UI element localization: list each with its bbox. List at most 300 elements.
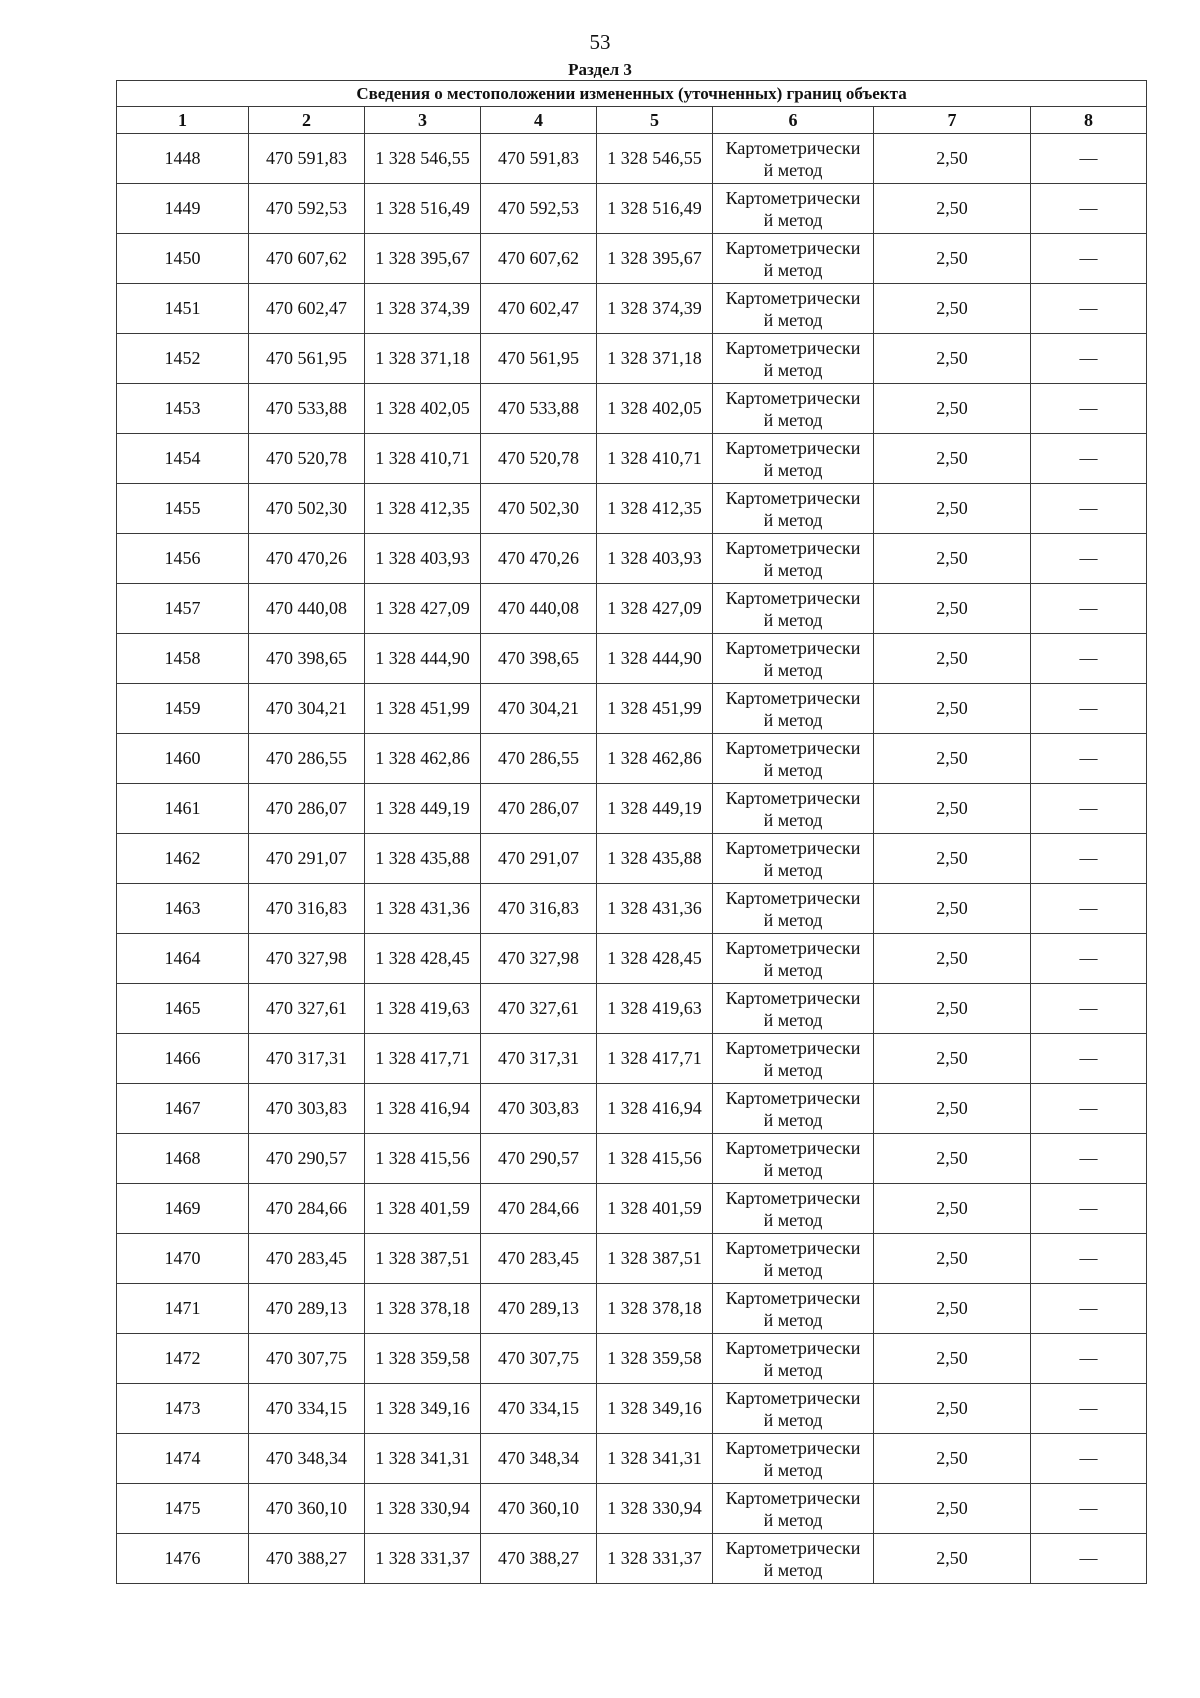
y-new-cell: 1 328 401,59 bbox=[597, 1184, 713, 1234]
x-new-cell: 470 591,83 bbox=[481, 134, 597, 184]
y-new-cell: 1 328 516,49 bbox=[597, 184, 713, 234]
method-line-1: Картометрически bbox=[725, 887, 861, 908]
method-line-1: Картометрически bbox=[725, 737, 861, 758]
y-old-cell: 1 328 451,99 bbox=[365, 684, 481, 734]
x-new-cell: 470 348,34 bbox=[481, 1434, 597, 1484]
table-row bbox=[117, 484, 1147, 534]
x-old-cell: 470 303,83 bbox=[249, 1084, 365, 1134]
accuracy-cell: 2,50 bbox=[874, 684, 1031, 734]
method-line-2: й метод bbox=[763, 1509, 823, 1530]
accuracy-cell: 2,50 bbox=[874, 784, 1031, 834]
method-cell bbox=[713, 484, 874, 534]
method-line-2: й метод bbox=[763, 1359, 823, 1380]
accuracy-cell: 2,50 bbox=[874, 1334, 1031, 1384]
method-line-2: й метод bbox=[763, 959, 823, 980]
y-new-cell: 1 328 395,67 bbox=[597, 234, 713, 284]
method-cell bbox=[713, 1384, 874, 1434]
y-new-cell: 1 328 402,05 bbox=[597, 384, 713, 434]
column-number-row bbox=[117, 107, 1147, 134]
description-cell: — bbox=[1031, 684, 1147, 734]
method-line-1: Картометрически bbox=[725, 1487, 861, 1508]
x-new-cell: 470 317,31 bbox=[481, 1034, 597, 1084]
method-line-2: й метод bbox=[763, 159, 823, 180]
method-line-1: Картометрически bbox=[725, 1437, 861, 1458]
x-old-cell: 470 327,61 bbox=[249, 984, 365, 1034]
description-cell: — bbox=[1031, 884, 1147, 934]
method-line-2: й метод bbox=[763, 359, 823, 380]
method-line-1: Картометрически bbox=[725, 1387, 861, 1408]
method-cell bbox=[713, 784, 874, 834]
method-line-2: й метод bbox=[763, 809, 823, 830]
method-line-2: й метод bbox=[763, 559, 823, 580]
x-old-cell: 470 602,47 bbox=[249, 284, 365, 334]
x-new-cell: 470 303,83 bbox=[481, 1084, 597, 1134]
x-old-cell: 470 470,26 bbox=[249, 534, 365, 584]
x-new-cell: 470 286,07 bbox=[481, 784, 597, 834]
accuracy-cell: 2,50 bbox=[874, 484, 1031, 534]
y-new-cell: 1 328 330,94 bbox=[597, 1484, 713, 1534]
description-cell: — bbox=[1031, 1284, 1147, 1334]
y-old-cell: 1 328 410,71 bbox=[365, 434, 481, 484]
x-old-cell: 470 360,10 bbox=[249, 1484, 365, 1534]
point-number-cell: 1476 bbox=[117, 1534, 249, 1584]
method-cell bbox=[713, 284, 874, 334]
x-old-cell: 470 592,53 bbox=[249, 184, 365, 234]
point-number-cell: 1475 bbox=[117, 1484, 249, 1534]
y-old-cell: 1 328 444,90 bbox=[365, 634, 481, 684]
table-row bbox=[117, 1434, 1147, 1484]
table-row bbox=[117, 584, 1147, 634]
accuracy-cell: 2,50 bbox=[874, 1184, 1031, 1234]
y-new-cell: 1 328 449,19 bbox=[597, 784, 713, 834]
point-number-cell: 1471 bbox=[117, 1284, 249, 1334]
accuracy-cell: 2,50 bbox=[874, 634, 1031, 684]
y-old-cell: 1 328 449,19 bbox=[365, 784, 481, 834]
y-new-cell: 1 328 428,45 bbox=[597, 934, 713, 984]
x-old-cell: 470 286,07 bbox=[249, 784, 365, 834]
x-old-cell: 470 284,66 bbox=[249, 1184, 365, 1234]
column-number: 2 bbox=[249, 107, 365, 134]
accuracy-cell: 2,50 bbox=[874, 384, 1031, 434]
y-new-cell: 1 328 410,71 bbox=[597, 434, 713, 484]
y-new-cell: 1 328 374,39 bbox=[597, 284, 713, 334]
y-old-cell: 1 328 516,49 bbox=[365, 184, 481, 234]
point-number-cell: 1455 bbox=[117, 484, 249, 534]
method-cell bbox=[713, 584, 874, 634]
method-cell bbox=[713, 384, 874, 434]
table-row bbox=[117, 184, 1147, 234]
table-row bbox=[117, 1034, 1147, 1084]
method-cell bbox=[713, 1534, 874, 1584]
x-new-cell: 470 289,13 bbox=[481, 1284, 597, 1334]
y-new-cell: 1 328 387,51 bbox=[597, 1234, 713, 1284]
table-body bbox=[117, 134, 1147, 1584]
description-cell: — bbox=[1031, 1484, 1147, 1534]
point-number-cell: 1456 bbox=[117, 534, 249, 584]
x-new-cell: 470 334,15 bbox=[481, 1384, 597, 1434]
method-line-1: Картометрически bbox=[725, 687, 861, 708]
y-new-cell: 1 328 546,55 bbox=[597, 134, 713, 184]
point-number-cell: 1468 bbox=[117, 1134, 249, 1184]
y-old-cell: 1 328 330,94 bbox=[365, 1484, 481, 1534]
x-old-cell: 470 289,13 bbox=[249, 1284, 365, 1334]
method-line-2: й метод bbox=[763, 1159, 823, 1180]
table-row bbox=[117, 234, 1147, 284]
x-new-cell: 470 470,26 bbox=[481, 534, 597, 584]
column-number: 6 bbox=[713, 107, 874, 134]
y-new-cell: 1 328 451,99 bbox=[597, 684, 713, 734]
accuracy-cell: 2,50 bbox=[874, 284, 1031, 334]
accuracy-cell: 2,50 bbox=[874, 184, 1031, 234]
y-new-cell: 1 328 431,36 bbox=[597, 884, 713, 934]
table-row bbox=[117, 1184, 1147, 1234]
x-old-cell: 470 283,45 bbox=[249, 1234, 365, 1284]
method-cell bbox=[713, 1084, 874, 1134]
y-new-cell: 1 328 359,58 bbox=[597, 1334, 713, 1384]
x-new-cell: 470 440,08 bbox=[481, 584, 597, 634]
point-number-cell: 1465 bbox=[117, 984, 249, 1034]
x-new-cell: 470 360,10 bbox=[481, 1484, 597, 1534]
method-line-2: й метод bbox=[763, 1559, 823, 1580]
table-row bbox=[117, 1484, 1147, 1534]
description-cell: — bbox=[1031, 1434, 1147, 1484]
method-line-2: й метод bbox=[763, 1459, 823, 1480]
method-line-1: Картометрически bbox=[725, 637, 861, 658]
y-new-cell: 1 328 412,35 bbox=[597, 484, 713, 534]
description-cell: — bbox=[1031, 534, 1147, 584]
description-cell: — bbox=[1031, 434, 1147, 484]
method-line-2: й метод bbox=[763, 309, 823, 330]
x-new-cell: 470 291,07 bbox=[481, 834, 597, 884]
x-new-cell: 470 283,45 bbox=[481, 1234, 597, 1284]
x-new-cell: 470 607,62 bbox=[481, 234, 597, 284]
accuracy-cell: 2,50 bbox=[874, 434, 1031, 484]
method-line-2: й метод bbox=[763, 459, 823, 480]
y-old-cell: 1 328 387,51 bbox=[365, 1234, 481, 1284]
description-cell: — bbox=[1031, 784, 1147, 834]
description-cell: — bbox=[1031, 134, 1147, 184]
accuracy-cell: 2,50 bbox=[874, 1234, 1031, 1284]
x-old-cell: 470 334,15 bbox=[249, 1384, 365, 1434]
description-cell: — bbox=[1031, 1134, 1147, 1184]
y-new-cell: 1 328 403,93 bbox=[597, 534, 713, 584]
y-new-cell: 1 328 444,90 bbox=[597, 634, 713, 684]
column-number: 3 bbox=[365, 107, 481, 134]
method-line-1: Картометрически bbox=[725, 837, 861, 858]
method-cell bbox=[713, 334, 874, 384]
method-line-2: й метод bbox=[763, 1309, 823, 1330]
method-cell bbox=[713, 934, 874, 984]
column-number: 7 bbox=[874, 107, 1031, 134]
point-number-cell: 1472 bbox=[117, 1334, 249, 1384]
description-cell: — bbox=[1031, 634, 1147, 684]
method-line-1: Картометрически bbox=[725, 237, 861, 258]
method-line-1: Картометрически bbox=[725, 187, 861, 208]
y-old-cell: 1 328 417,71 bbox=[365, 1034, 481, 1084]
table-row bbox=[117, 1284, 1147, 1334]
table-row bbox=[117, 1334, 1147, 1384]
method-cell bbox=[713, 1434, 874, 1484]
x-new-cell: 470 388,27 bbox=[481, 1534, 597, 1584]
accuracy-cell: 2,50 bbox=[874, 1084, 1031, 1134]
y-old-cell: 1 328 403,93 bbox=[365, 534, 481, 584]
method-line-1: Картометрически bbox=[725, 387, 861, 408]
method-line-2: й метод bbox=[763, 1009, 823, 1030]
method-line-1: Картометрически bbox=[725, 287, 861, 308]
x-old-cell: 470 286,55 bbox=[249, 734, 365, 784]
x-new-cell: 470 284,66 bbox=[481, 1184, 597, 1234]
y-old-cell: 1 328 412,35 bbox=[365, 484, 481, 534]
x-new-cell: 470 327,61 bbox=[481, 984, 597, 1034]
method-cell bbox=[713, 1134, 874, 1184]
description-cell: — bbox=[1031, 934, 1147, 984]
point-number-cell: 1469 bbox=[117, 1184, 249, 1234]
method-cell bbox=[713, 984, 874, 1034]
method-cell bbox=[713, 1334, 874, 1384]
method-cell bbox=[713, 1234, 874, 1284]
method-line-1: Картометрически bbox=[725, 1087, 861, 1108]
x-new-cell: 470 307,75 bbox=[481, 1334, 597, 1384]
accuracy-cell: 2,50 bbox=[874, 1034, 1031, 1084]
x-new-cell: 470 561,95 bbox=[481, 334, 597, 384]
method-line-1: Картометрически bbox=[725, 337, 861, 358]
y-new-cell: 1 328 371,18 bbox=[597, 334, 713, 384]
x-old-cell: 470 316,83 bbox=[249, 884, 365, 934]
description-cell: — bbox=[1031, 1084, 1147, 1134]
accuracy-cell: 2,50 bbox=[874, 1134, 1031, 1184]
point-number-cell: 1454 bbox=[117, 434, 249, 484]
x-old-cell: 470 607,62 bbox=[249, 234, 365, 284]
table-row bbox=[117, 684, 1147, 734]
x-old-cell: 470 317,31 bbox=[249, 1034, 365, 1084]
table-row bbox=[117, 1534, 1147, 1584]
table-row bbox=[117, 1084, 1147, 1134]
table-row bbox=[117, 784, 1147, 834]
method-cell bbox=[713, 434, 874, 484]
method-line-2: й метод bbox=[763, 509, 823, 530]
x-old-cell: 470 561,95 bbox=[249, 334, 365, 384]
method-cell bbox=[713, 834, 874, 884]
y-old-cell: 1 328 349,16 bbox=[365, 1384, 481, 1434]
method-line-1: Картометрически bbox=[725, 537, 861, 558]
x-old-cell: 470 304,21 bbox=[249, 684, 365, 734]
y-old-cell: 1 328 331,37 bbox=[365, 1534, 481, 1584]
x-old-cell: 470 502,30 bbox=[249, 484, 365, 534]
description-cell: — bbox=[1031, 834, 1147, 884]
method-line-2: й метод bbox=[763, 909, 823, 930]
x-new-cell: 470 533,88 bbox=[481, 384, 597, 434]
method-line-1: Картометрически bbox=[725, 1337, 861, 1358]
table-row bbox=[117, 1234, 1147, 1284]
accuracy-cell: 2,50 bbox=[874, 1284, 1031, 1334]
method-line-2: й метод bbox=[763, 859, 823, 880]
point-number-cell: 1466 bbox=[117, 1034, 249, 1084]
method-line-2: й метод bbox=[763, 1259, 823, 1280]
y-new-cell: 1 328 349,16 bbox=[597, 1384, 713, 1434]
table-caption: Сведения о местоположении измененных (уточненных) границ объекта bbox=[117, 81, 1147, 107]
method-cell bbox=[713, 1284, 874, 1334]
method-line-1: Картометрически bbox=[725, 1137, 861, 1158]
description-cell: — bbox=[1031, 234, 1147, 284]
method-cell bbox=[713, 1484, 874, 1534]
y-old-cell: 1 328 435,88 bbox=[365, 834, 481, 884]
point-number-cell: 1474 bbox=[117, 1434, 249, 1484]
y-old-cell: 1 328 431,36 bbox=[365, 884, 481, 934]
point-number-cell: 1448 bbox=[117, 134, 249, 184]
y-old-cell: 1 328 428,45 bbox=[365, 934, 481, 984]
method-cell bbox=[713, 684, 874, 734]
x-old-cell: 470 533,88 bbox=[249, 384, 365, 434]
table-row bbox=[117, 734, 1147, 784]
method-cell bbox=[713, 884, 874, 934]
method-cell bbox=[713, 1034, 874, 1084]
x-old-cell: 470 307,75 bbox=[249, 1334, 365, 1384]
y-new-cell: 1 328 462,86 bbox=[597, 734, 713, 784]
column-number: 5 bbox=[597, 107, 713, 134]
accuracy-cell: 2,50 bbox=[874, 334, 1031, 384]
x-old-cell: 470 398,65 bbox=[249, 634, 365, 684]
x-old-cell: 470 388,27 bbox=[249, 1534, 365, 1584]
column-number: 8 bbox=[1031, 107, 1147, 134]
point-number-cell: 1464 bbox=[117, 934, 249, 984]
x-old-cell: 470 291,07 bbox=[249, 834, 365, 884]
y-old-cell: 1 328 402,05 bbox=[365, 384, 481, 434]
y-old-cell: 1 328 427,09 bbox=[365, 584, 481, 634]
point-number-cell: 1460 bbox=[117, 734, 249, 784]
point-number-cell: 1462 bbox=[117, 834, 249, 884]
point-number-cell: 1459 bbox=[117, 684, 249, 734]
y-new-cell: 1 328 417,71 bbox=[597, 1034, 713, 1084]
method-line-1: Картометрически bbox=[725, 1187, 861, 1208]
method-cell bbox=[713, 134, 874, 184]
table-row bbox=[117, 284, 1147, 334]
table-row bbox=[117, 984, 1147, 1034]
description-cell: — bbox=[1031, 184, 1147, 234]
accuracy-cell: 2,50 bbox=[874, 984, 1031, 1034]
x-new-cell: 470 304,21 bbox=[481, 684, 597, 734]
y-old-cell: 1 328 419,63 bbox=[365, 984, 481, 1034]
page-number: 53 bbox=[589, 30, 611, 54]
method-line-1: Картометрически bbox=[725, 1037, 861, 1058]
description-cell: — bbox=[1031, 734, 1147, 784]
point-number-cell: 1457 bbox=[117, 584, 249, 634]
x-old-cell: 470 591,83 bbox=[249, 134, 365, 184]
method-line-2: й метод bbox=[763, 259, 823, 280]
x-new-cell: 470 602,47 bbox=[481, 284, 597, 334]
accuracy-cell: 2,50 bbox=[874, 834, 1031, 884]
method-cell bbox=[713, 234, 874, 284]
method-line-2: й метод bbox=[763, 209, 823, 230]
method-line-2: й метод bbox=[763, 1409, 823, 1430]
y-old-cell: 1 328 378,18 bbox=[365, 1284, 481, 1334]
method-line-1: Картометрически bbox=[725, 937, 861, 958]
point-number-cell: 1452 bbox=[117, 334, 249, 384]
method-cell bbox=[713, 534, 874, 584]
y-old-cell: 1 328 416,94 bbox=[365, 1084, 481, 1134]
y-old-cell: 1 328 374,39 bbox=[365, 284, 481, 334]
description-cell: — bbox=[1031, 484, 1147, 534]
section-title: Раздел 3 bbox=[568, 60, 632, 79]
x-old-cell: 470 520,78 bbox=[249, 434, 365, 484]
accuracy-cell: 2,50 bbox=[874, 584, 1031, 634]
y-new-cell: 1 328 415,56 bbox=[597, 1134, 713, 1184]
method-line-2: й метод bbox=[763, 1109, 823, 1130]
description-cell: — bbox=[1031, 384, 1147, 434]
table-row bbox=[117, 1384, 1147, 1434]
method-cell bbox=[713, 634, 874, 684]
y-old-cell: 1 328 546,55 bbox=[365, 134, 481, 184]
point-number-cell: 1450 bbox=[117, 234, 249, 284]
column-number: 4 bbox=[481, 107, 597, 134]
description-cell: — bbox=[1031, 1034, 1147, 1084]
method-line-1: Картометрически bbox=[725, 987, 861, 1008]
method-line-2: й метод bbox=[763, 709, 823, 730]
description-cell: — bbox=[1031, 584, 1147, 634]
method-line-1: Картометрически bbox=[725, 487, 861, 508]
y-new-cell: 1 328 378,18 bbox=[597, 1284, 713, 1334]
point-number-cell: 1458 bbox=[117, 634, 249, 684]
accuracy-cell: 2,50 bbox=[874, 1534, 1031, 1584]
table-row bbox=[117, 1134, 1147, 1184]
table-row bbox=[117, 884, 1147, 934]
y-old-cell: 1 328 395,67 bbox=[365, 234, 481, 284]
method-line-2: й метод bbox=[763, 609, 823, 630]
accuracy-cell: 2,50 bbox=[874, 734, 1031, 784]
y-old-cell: 1 328 359,58 bbox=[365, 1334, 481, 1384]
method-line-1: Картометрически bbox=[725, 1537, 861, 1558]
x-new-cell: 470 398,65 bbox=[481, 634, 597, 684]
accuracy-cell: 2,50 bbox=[874, 1384, 1031, 1434]
y-old-cell: 1 328 341,31 bbox=[365, 1434, 481, 1484]
column-number: 1 bbox=[117, 107, 249, 134]
method-line-2: й метод bbox=[763, 409, 823, 430]
method-line-2: й метод bbox=[763, 759, 823, 780]
y-new-cell: 1 328 416,94 bbox=[597, 1084, 713, 1134]
table-row bbox=[117, 134, 1147, 184]
x-old-cell: 470 290,57 bbox=[249, 1134, 365, 1184]
y-new-cell: 1 328 419,63 bbox=[597, 984, 713, 1034]
description-cell: — bbox=[1031, 284, 1147, 334]
x-new-cell: 470 290,57 bbox=[481, 1134, 597, 1184]
x-new-cell: 470 520,78 bbox=[481, 434, 597, 484]
accuracy-cell: 2,50 bbox=[874, 534, 1031, 584]
x-new-cell: 470 327,98 bbox=[481, 934, 597, 984]
method-cell bbox=[713, 184, 874, 234]
x-old-cell: 470 440,08 bbox=[249, 584, 365, 634]
boundary-coordinates-table bbox=[116, 80, 1147, 1584]
y-new-cell: 1 328 435,88 bbox=[597, 834, 713, 884]
method-line-2: й метод bbox=[763, 1059, 823, 1080]
accuracy-cell: 2,50 bbox=[874, 1484, 1031, 1534]
y-old-cell: 1 328 415,56 bbox=[365, 1134, 481, 1184]
method-line-2: й метод bbox=[763, 659, 823, 680]
accuracy-cell: 2,50 bbox=[874, 934, 1031, 984]
description-cell: — bbox=[1031, 1384, 1147, 1434]
point-number-cell: 1451 bbox=[117, 284, 249, 334]
table-row bbox=[117, 534, 1147, 584]
accuracy-cell: 2,50 bbox=[874, 134, 1031, 184]
method-line-1: Картометрически bbox=[725, 1237, 861, 1258]
point-number-cell: 1463 bbox=[117, 884, 249, 934]
y-old-cell: 1 328 371,18 bbox=[365, 334, 481, 384]
description-cell: — bbox=[1031, 334, 1147, 384]
method-line-1: Картометрически bbox=[725, 787, 861, 808]
table-caption-row bbox=[117, 81, 1147, 107]
method-line-1: Картометрически bbox=[725, 137, 861, 158]
x-old-cell: 470 327,98 bbox=[249, 934, 365, 984]
table-row bbox=[117, 634, 1147, 684]
x-old-cell: 470 348,34 bbox=[249, 1434, 365, 1484]
